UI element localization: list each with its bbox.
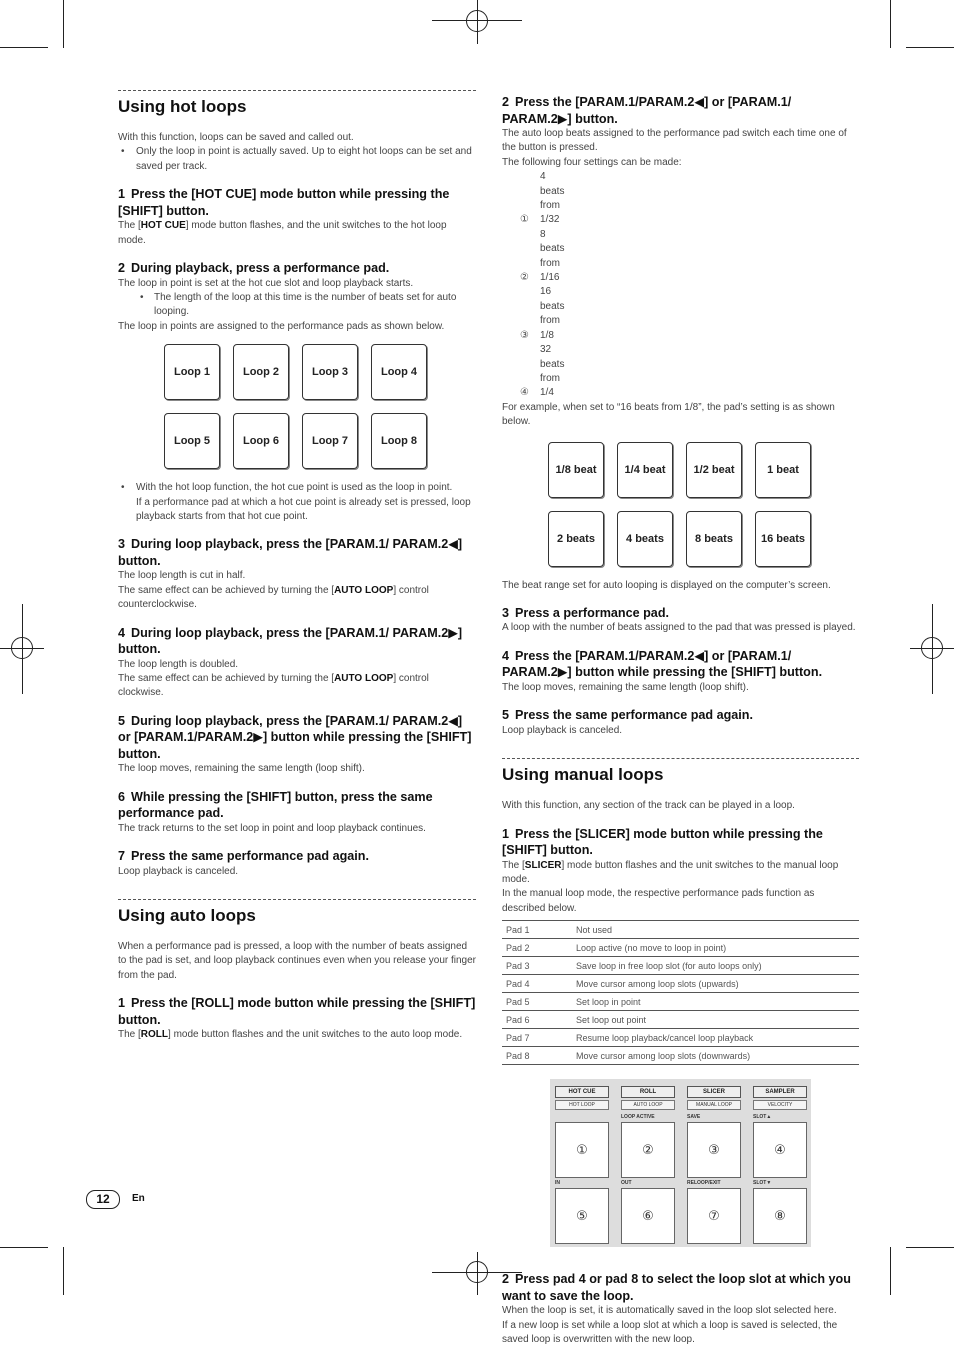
step-heading: 1 Press the [ROLL] mode button while pressing the [SHIFT] button. bbox=[118, 996, 476, 1027]
controller-pad: ③ bbox=[687, 1122, 741, 1178]
step-text: For example, when set to “16 beats from 1/8”, the pad’s setting is as shown below. bbox=[502, 401, 835, 428]
pad-label: IN bbox=[555, 1180, 560, 1187]
step-text: The loop in points are assigned to the performance pads as shown below. bbox=[118, 320, 445, 332]
beat-pad: 1 beat bbox=[755, 442, 811, 498]
step-text: The [HOT CUE] mode button flashes, and the unit switches to the hot loop mode. bbox=[118, 220, 447, 246]
step-text: The [SLICER] mode button flashes and the unit switches to the manual loop mode. bbox=[502, 859, 839, 885]
section-separator bbox=[118, 90, 476, 91]
list-item: ②8 beats from 1/16 bbox=[520, 228, 565, 284]
table-row: Pad 6 Set loop out point bbox=[502, 1011, 859, 1029]
beat-pad: 8 beats bbox=[686, 511, 742, 567]
step-text: The loop moves, remaining the same length (loop shift). bbox=[502, 681, 749, 693]
table-row: Pad 7 Resume loop playback/cancel loop playback bbox=[502, 1029, 859, 1047]
section-separator bbox=[118, 899, 476, 900]
step-text: The loop in point is set at the hot cue slot and loop playback starts. bbox=[118, 277, 414, 289]
step-heading: 1 Press the [HOT CUE] mode button while pressing the [SHIFT] button. bbox=[118, 187, 450, 218]
crop-mark bbox=[0, 47, 48, 48]
controller-pad: ① bbox=[555, 1122, 609, 1178]
pad-label: SAVE bbox=[687, 1114, 701, 1121]
section-title-auto-loops: Using auto loops bbox=[118, 906, 256, 926]
hot-loop-note: • With the hot loop function, the hot cue point is used as the loop in point. If a performance pad at which a hot cue point is already set is pressed, loop playback starts from that hot cue point. bbox=[118, 481, 476, 524]
loop-pad: Loop 7 bbox=[302, 413, 358, 469]
beat-settings-list bbox=[502, 170, 859, 401]
step-text: The same effect can be achieved by turning the [AUTO LOOP] control clockwise. bbox=[118, 673, 429, 699]
beat-pad-grid bbox=[548, 442, 859, 567]
step-heading: 4 Press the [PARAM.1/PARAM.2◀] or [PARAM.1/ PARAM.2▶] button while pressing the [SHIFT] button. bbox=[502, 648, 823, 680]
table-row: Pad 5 Set loop in point bbox=[502, 993, 859, 1011]
page-number: 12 bbox=[86, 1190, 120, 1209]
loop-pad: Loop 3 bbox=[302, 344, 358, 400]
step-text: Loop playback is canceled. bbox=[118, 865, 239, 877]
crop-mark bbox=[63, 1247, 64, 1295]
step-text: In the manual loop mode, the respective performance pads function as described below. bbox=[502, 888, 815, 914]
step-heading: 2 Press the [PARAM.1/PARAM.2◀] or [PARAM.1/ PARAM.2▶] button. bbox=[502, 95, 792, 126]
step-text: The [ROLL] mode button flashes and the unit switches to the auto loop mode. bbox=[118, 1029, 463, 1041]
loop-pad: Loop 8 bbox=[371, 413, 427, 469]
step-heading: 1 Press the [SLICER] mode button while pressing the [SHIFT] button. bbox=[502, 826, 823, 858]
shift-label: MANUAL LOOP bbox=[687, 1100, 741, 1110]
step-heading: 6 While pressing the [SHIFT] button, press the same performance pad. bbox=[118, 789, 433, 821]
controller-pad: ⑦ bbox=[687, 1188, 741, 1244]
step-text: Loop playback is canceled. bbox=[502, 724, 623, 736]
table-row: Pad 1 Not used bbox=[502, 921, 859, 939]
pad-label: SLOT▲ bbox=[753, 1114, 772, 1121]
controller-pad: ② bbox=[621, 1122, 675, 1178]
table-row: Pad 3 Save loop in free loop slot (for auto loops only) bbox=[502, 957, 859, 975]
controller-pad: ⑧ bbox=[753, 1188, 807, 1244]
loop-pad: Loop 5 bbox=[164, 413, 220, 469]
registration-mark bbox=[466, 1261, 488, 1283]
step-heading: 4 During loop playback, press the [PARAM.1/ PARAM.2▶] button. bbox=[118, 625, 463, 657]
step-text: The following four settings can be made: bbox=[502, 156, 682, 168]
shift-label: AUTO LOOP bbox=[621, 1100, 675, 1110]
step-bullet: • The length of the loop at this time is the number of beats set for auto looping. bbox=[118, 291, 476, 320]
loop-pad: Loop 4 bbox=[371, 344, 427, 400]
pad-label: RELOOP/EXIT bbox=[687, 1180, 721, 1187]
loop-pad: Loop 1 bbox=[164, 344, 220, 400]
step-text: The track returns to the set loop in point and loop playback continues. bbox=[118, 822, 426, 834]
step-heading: 7 Press the same performance pad again. bbox=[118, 849, 369, 864]
left-column bbox=[118, 90, 476, 1043]
step-text: The same effect can be achieved by turning the [AUTO LOOP] control counterclockwise. bbox=[118, 584, 429, 611]
list-item: ①4 beats from 1/32 bbox=[520, 171, 565, 226]
step-heading: 2 Press pad 4 or pad 8 to select the loop slot at which you want to save the loop. bbox=[502, 1272, 851, 1303]
crop-mark bbox=[906, 1247, 954, 1248]
table-row: Pad 4 Move cursor among loop slots (upwards) bbox=[502, 975, 859, 993]
crop-mark bbox=[63, 0, 64, 48]
loop-pad: Loop 6 bbox=[233, 413, 289, 469]
pad-label: SLOT▼ bbox=[753, 1180, 772, 1187]
step-text: The loop length is doubled. bbox=[118, 658, 239, 670]
registration-mark bbox=[921, 637, 943, 659]
pad-label: OUT bbox=[621, 1180, 632, 1187]
step-text: The beat range set for auto looping is displayed on the computer’s screen. bbox=[502, 579, 831, 591]
step-text: The loop length is cut in half. bbox=[118, 570, 246, 582]
registration-mark bbox=[11, 637, 33, 659]
controller-pad: ④ bbox=[753, 1122, 807, 1178]
auto-loops-intro: When a performance pad is pressed, a loop with the number of beats assigned to the pad is set, and loop playback continues even when you release your finger from the pad. bbox=[118, 941, 477, 981]
manual-loops-intro: With this function, any section of the track can be played in a loop. bbox=[502, 800, 795, 812]
beat-pad: 4 beats bbox=[617, 511, 673, 567]
pad-label: LOOP ACTIVE bbox=[621, 1114, 655, 1121]
step-heading: 5 Press the same performance pad again. bbox=[502, 708, 753, 723]
mode-button: ROLL bbox=[621, 1086, 675, 1098]
table-row: Pad 2 Loop active (no move to loop in point) bbox=[502, 939, 859, 957]
controller-pad-diagram bbox=[550, 1079, 811, 1247]
shift-label: HOT LOOP bbox=[555, 1100, 609, 1110]
beat-pad: 1/2 beat bbox=[686, 442, 742, 498]
shift-label: VELOCITY bbox=[753, 1100, 807, 1110]
beat-pad: 1/4 beat bbox=[617, 442, 673, 498]
step-heading: 5 During loop playback, press the [PARAM.1/ PARAM.2◀] or [PARAM.1/PARAM.2▶] button while pressing the [SHIFT] button. bbox=[118, 713, 472, 761]
mode-button: HOT CUE bbox=[555, 1086, 609, 1098]
step-text: The loop moves, remaining the same length (loop shift). bbox=[118, 763, 365, 775]
crop-mark bbox=[906, 47, 954, 48]
crop-mark bbox=[0, 1247, 48, 1248]
table-row: Pad 8 Move cursor among loop slots (downwards) bbox=[502, 1047, 859, 1065]
beat-pad: 2 beats bbox=[548, 511, 604, 567]
beat-pad: 1/8 beat bbox=[548, 442, 604, 498]
step-text: A loop with the number of beats assigned to the pad that was pressed is played. bbox=[502, 622, 856, 634]
hot-loops-bullet: • Only the loop in point is actually saved. Up to eight hot loops can be set and saved per track. bbox=[118, 145, 476, 174]
hot-loops-intro: With this function, loops can be saved and called out. bbox=[118, 132, 354, 143]
beat-pad: 16 beats bbox=[755, 511, 811, 567]
step-heading: 3 During loop playback, press the [PARAM.1/ PARAM.2◀] button. bbox=[118, 537, 463, 568]
controller-pad: ⑥ bbox=[621, 1188, 675, 1244]
registration-mark bbox=[466, 10, 488, 32]
right-column bbox=[502, 94, 859, 1347]
list-item: ③16 beats from 1/8 bbox=[520, 286, 565, 341]
controller-pad: ⑤ bbox=[555, 1188, 609, 1244]
pad-function-table bbox=[502, 920, 859, 1065]
hot-loop-pad-grid bbox=[164, 344, 476, 469]
language-label: En bbox=[132, 1193, 145, 1204]
section-title-hot-loops: Using hot loops bbox=[118, 97, 247, 116]
step-heading: 2 During playback, press a performance pad. bbox=[118, 261, 390, 276]
mode-button: SLICER bbox=[687, 1086, 741, 1098]
loop-pad: Loop 2 bbox=[233, 344, 289, 400]
crop-mark bbox=[890, 0, 891, 48]
step-text: When the loop is set, it is automatically saved in the loop slot selected here. bbox=[502, 1305, 837, 1317]
section-title-manual-loops: Using manual loops bbox=[502, 765, 664, 785]
step-heading: 3 Press a performance pad. bbox=[502, 605, 670, 620]
list-item: ④32 beats from 1/4 bbox=[520, 344, 565, 399]
section-separator bbox=[502, 758, 859, 759]
crop-mark bbox=[890, 1247, 891, 1295]
step-text: The auto loop beats assigned to the performance pad switch each time one of the button is pressed. bbox=[502, 128, 847, 154]
mode-button: SAMPLER bbox=[753, 1086, 807, 1098]
step-text: If a new loop is set while a loop slot at which a loop is saved is selected, the saved loop is overwritten with the new loop. bbox=[502, 1319, 838, 1345]
